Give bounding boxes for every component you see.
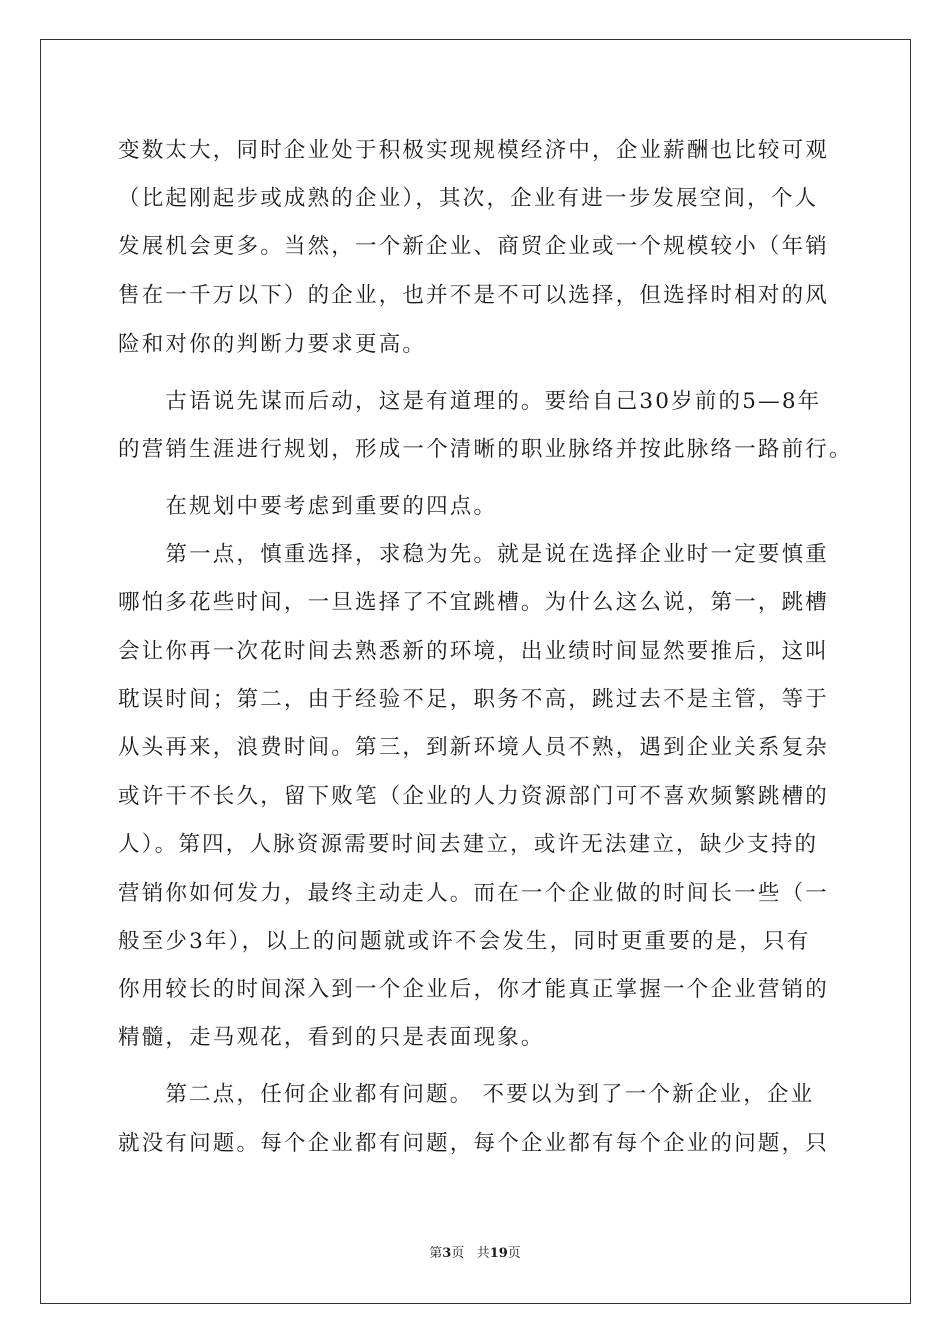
- body-text-line: 发展机会更多。当然，一个新企业、商贸企业或一个规模较小（年销: [118, 234, 830, 259]
- body-text-line: 就没有问题。每个企业都有问题，每个企业都有每个企业的问题，只: [118, 1131, 830, 1156]
- body-text-line: 会让你再一次花时间去熟悉新的环境，出业绩时间显然要推后，这叫: [118, 639, 830, 664]
- body-text-line: 哪怕多花些时间，一旦选择了不宜跳槽。为什么这么说，第一，跳槽: [118, 590, 830, 615]
- body-text-line: 耽误时间；第二，由于经验不足，职务不高，跳过去不是主管，等于: [118, 687, 830, 712]
- body-text-line: 从头再来，浪费时间。第三，到新环境人员不熟，遇到企业关系复杂: [118, 735, 830, 760]
- body-text-line: 变数太大，同时企业处于积极实现规模经济中，企业薪酬也比较可观: [118, 138, 830, 163]
- body-text-line: 或许干不长久，留下败笔（企业的人力资源部门可不喜欢频繁跳槽的: [118, 784, 830, 809]
- body-text-line: 精髓，走马观花，看到的只是表面现象。: [118, 1025, 545, 1050]
- body-text-line: 般至少3年），以上的问题就或许不会发生，同时更重要的是，只有: [118, 929, 811, 954]
- body-text-line: 险和对你的判断力要求更高。: [118, 332, 427, 357]
- total-label-suffix: 页: [507, 1246, 521, 1261]
- body-text-line: 营销你如何发力，最终主动走人。而在一个企业做的时间长一些（一: [118, 881, 830, 906]
- body-text-line: 售在一千万以下）的企业，也并不是不可以选择，但选择时相对的风: [118, 283, 830, 308]
- total-pages-number: 19: [489, 1246, 508, 1261]
- body-text-line: 人）。第四，人脉资源需要时间去建立，或许无法建立，缺少支持的: [118, 832, 819, 857]
- body-text-line: （比起刚起步或成熟的企业），其次，企业有进一步发展空间，个人: [118, 186, 819, 211]
- body-text-line: 古语说先谋而后动，这是有道理的。要给自己30岁前的5—8年: [118, 389, 822, 414]
- current-page-number: 3: [442, 1246, 452, 1261]
- body-text-line: 在规划中要考虑到重要的四点。: [118, 494, 498, 519]
- page-label-suffix: 页: [451, 1246, 465, 1261]
- total-label-prefix: 共: [476, 1246, 490, 1261]
- body-text-line: 你用较长的时间深入到一个企业后，你才能真正掌握一个企业营销的: [118, 977, 830, 1002]
- page-label-prefix: 第: [429, 1246, 443, 1261]
- body-text-line: 第一点，慎重选择，求稳为先。就是说在选择企业时一定要慎重: [118, 542, 830, 567]
- body-text-line: 的营销生涯进行规划，形成一个清晰的职业脉络并按此脉络一路前行。: [118, 437, 853, 462]
- body-text-line: 第二点，任何企业都有问题。 不要以为到了一个新企业，企业: [118, 1082, 815, 1107]
- page-border: [40, 39, 911, 1304]
- page-footer: [0, 1245, 950, 1263]
